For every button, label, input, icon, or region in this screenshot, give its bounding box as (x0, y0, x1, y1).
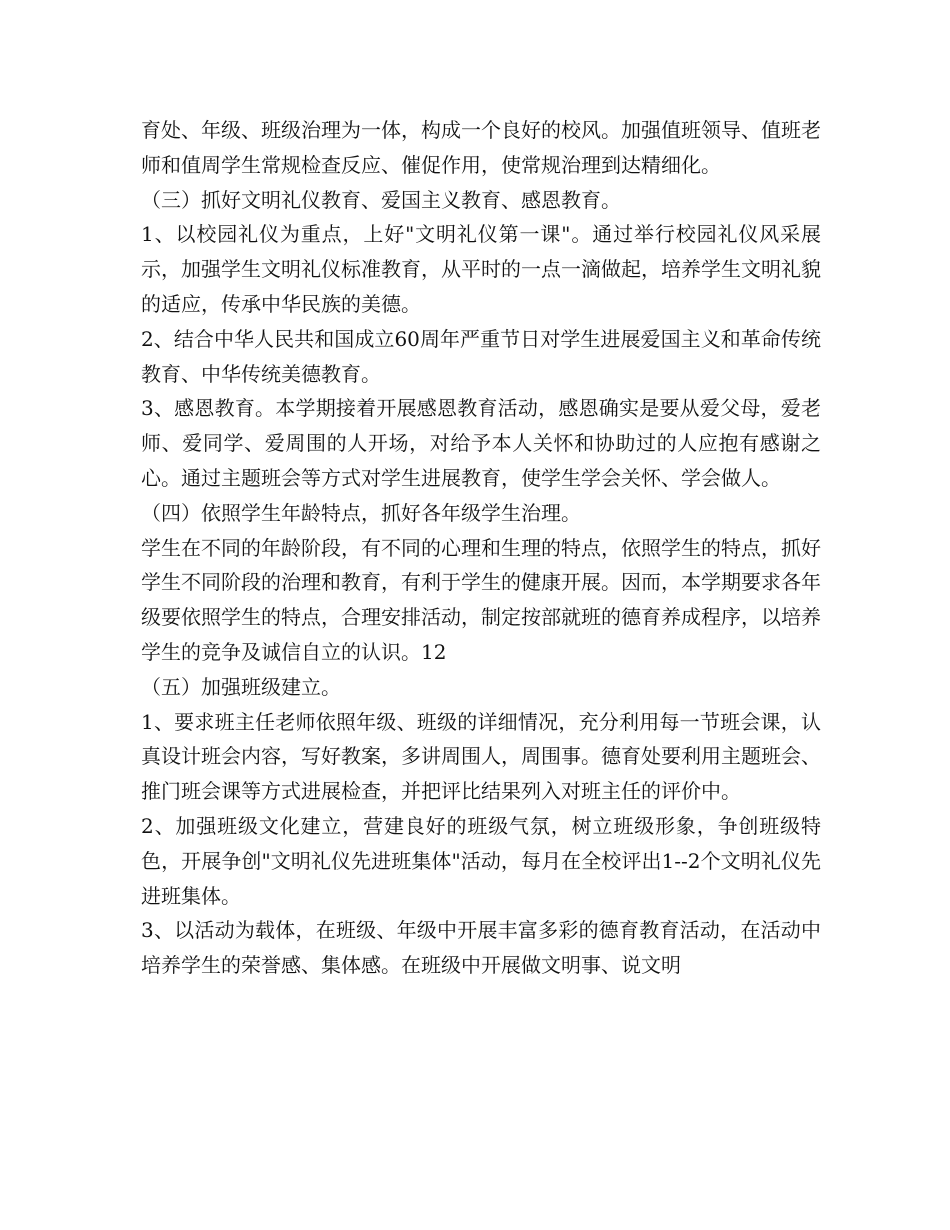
document-body (141, 113, 821, 983)
body-paragraph: 3、以活动为载体，在班级、年级中开展丰富多彩的德育教育活动，在活动中培养学生的荣誉感、集体感。在班级中开展做文明事、说文明 (141, 918, 821, 978)
body-paragraph: 1、要求班主任老师依照年级、班级的详细情况，充分利用每一节班会课，认真设计班会内容，写好教案，多讲周围人，周围事。德育处要利用主题班会、推门班会课等方式进展检查，并把评比结果列入对班主任的评价中。 (141, 709, 821, 804)
body-paragraph: 学生在不同的年龄阶段，有不同的心理和生理的特点，依照学生的特点，抓好学生不同阶段的治理和教育，有利于学生的健康开展。因而，本学期要求各年级要依照学生的特点，合理安排活动，制定按部就班的德育养成程序，以培养学生的竞争及诚信自立的认识。12 (141, 535, 821, 664)
body-paragraph: 3、感恩教育。本学期接着开展感恩教育活动，感恩确实是要从爱父母，爱老师、爱同学、爱周围的人开场，对给予本人关怀和协助过的人应抱有感谢之心。通过主题班会等方式对学生进展教育，使学生学会关怀、学会做人。 (141, 396, 821, 490)
section-heading-four: （四）依照学生年龄特点，抓好各年级学生治理。 (141, 500, 581, 525)
body-paragraph: 1、以校园礼仪为重点，上好"文明礼仪第一课"。通过举行校园礼仪风采展示，加强学生文明礼仪标准教育，从平时的一点一滴做起，培养学生文明礼貌的适应，传承中华民族的美德。 (141, 222, 821, 316)
section-heading-five: （五）加强班级建立。 (141, 674, 341, 699)
body-paragraph: 育处、年级、班级治理为一体，构成一个良好的校风。加强值班领导、值班老师和值周学生常规检查反应、催促作用，使常规治理到达精细化。 (141, 118, 821, 177)
body-paragraph: 2、结合中华人民共和国成立60周年严重节日对学生进展爱国主义和革命传统教育、中华传统美德教育。 (141, 326, 821, 386)
body-paragraph: 2、加强班级文化建立，营建良好的班级气氛，树立班级形象，争创班级特色，开展争创"文明礼仪先进班集体"活动，每月在全校评出1--2个文明礼仪先进班集体。 (141, 813, 821, 908)
section-heading-three: （三）抓好文明礼仪教育、爱国主义教育、感恩教育。 (141, 187, 621, 212)
